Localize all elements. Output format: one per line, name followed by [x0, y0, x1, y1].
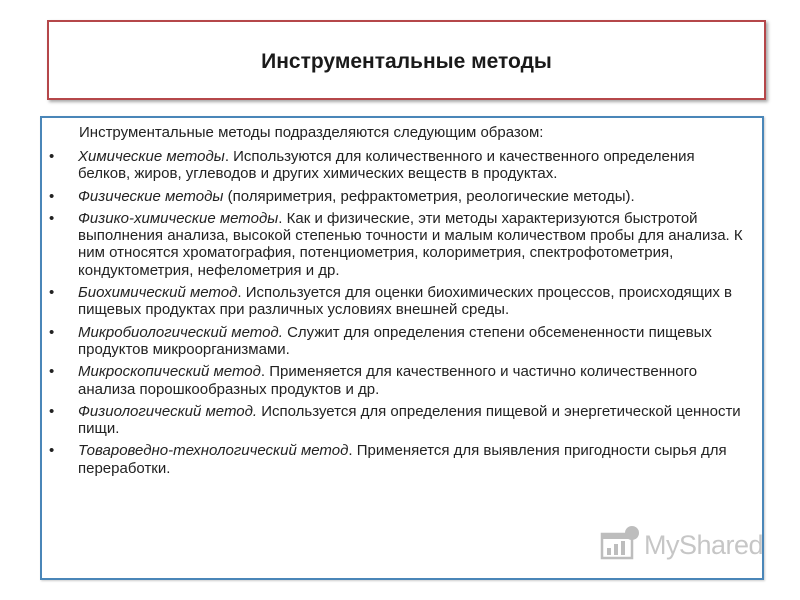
method-term: Физические методы	[78, 187, 224, 205]
bullet-icon: •	[49, 323, 55, 341]
method-description: Используется для определения пищевой и энергетической ценности пищи.	[78, 402, 741, 438]
bullet-icon: •	[49, 209, 55, 227]
bullet-icon: •	[49, 442, 55, 460]
intro-text: Инструментальные методы подразделяются следующим образом:	[79, 124, 544, 141]
method-description: (поляриметрия, рефрактометрия, реологические методы).	[223, 187, 635, 205]
watermark	[598, 524, 763, 566]
method-term: Биохимический метод	[78, 284, 238, 302]
bullet-icon: •	[49, 148, 55, 165]
method-description: . Как и физические, эти методы характеризуются быстротой выполнения анализа, высокой степенью точности и малым количеством пробы для анализа. К ним относятся хроматография, потенциометрия, колориметрия, спектрофотометрия, кондуктометрия, нефелометрия и др.	[78, 209, 743, 279]
list-item	[49, 363, 746, 398]
list-item	[49, 209, 746, 279]
list-item	[49, 442, 746, 477]
bullet-icon: •	[49, 402, 55, 420]
method-description: . Применяется для выявления пригодности сырья для переработки.	[78, 442, 727, 477]
bullet-icon: •	[49, 284, 55, 302]
title-box	[47, 20, 766, 100]
slide-title: Инструментальные методы	[261, 50, 552, 73]
method-description: . Используется для оценки биохимических процессов, происходящих в пищевых продуктах при различных условиях внешней среды.	[78, 284, 732, 319]
list-item	[49, 187, 746, 205]
method-term: Товароведно-технологический метод	[78, 442, 349, 460]
method-term: Физико-химические методы	[78, 209, 279, 227]
list-item	[49, 284, 746, 319]
method-description: Служит для определения степени обсемененности пищевых продуктов микроорганизмами.	[78, 323, 712, 358]
method-term: Химические методы	[78, 148, 225, 165]
bullet-icon: •	[49, 363, 55, 381]
myshared-logo-icon	[598, 524, 640, 566]
list-item	[49, 323, 746, 359]
method-description: . Используются для количественного и качественного определения белков, жиров, углеводов и других химических веществ в продуктах.	[78, 148, 695, 183]
method-term: Микроскопический метод	[78, 363, 261, 381]
method-term: Микробиологический метод.	[78, 323, 283, 341]
list-item	[49, 148, 746, 183]
bullet-icon: •	[49, 187, 55, 205]
watermark-text: MyShared	[644, 529, 764, 560]
method-description: . Применяется для качественного и частично количественного анализа порошкообразных продуктов и др.	[78, 363, 698, 398]
list-item	[49, 402, 746, 438]
methods-list	[49, 148, 746, 482]
method-term: Физиологический метод.	[78, 402, 258, 420]
